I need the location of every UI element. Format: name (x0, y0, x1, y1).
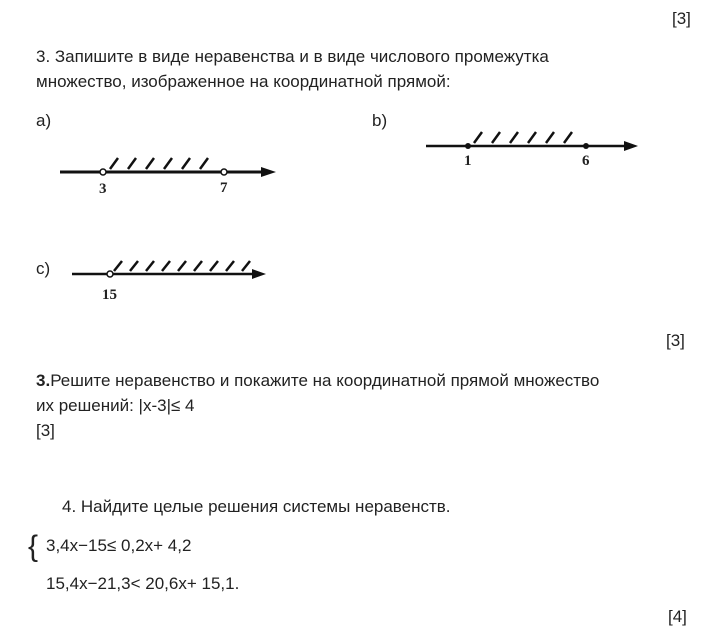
label-a-left: 3 (99, 181, 107, 197)
task3-line1: 3. Запишите в виде неравенства и в виде числового промежутка (36, 47, 549, 66)
task4-title: 4. Найдите целые решения системы неравенств. (62, 497, 451, 516)
score-top: [3] (672, 9, 691, 28)
task3-line2: множество, изображенное на координатной прямой: (36, 72, 451, 91)
label-b: b) (372, 111, 388, 130)
label-c: c) (36, 259, 51, 278)
task3b-line2: их решений: |x-3|≤ 4 (36, 396, 195, 415)
task3-score: [3] (666, 331, 685, 350)
system-brace: { (28, 530, 39, 563)
label-b-left: 1 (464, 153, 472, 169)
task4-score: [4] (668, 607, 687, 626)
label-c-left: 15 (102, 287, 117, 303)
number-line-b (424, 128, 646, 168)
task3b-score: [3] (36, 421, 55, 440)
inequality-1: 3,4x−15≤ 0,2x+ 4,2 (46, 536, 192, 555)
task3b-line1 (36, 370, 599, 392)
task3b-number: 3. (36, 371, 51, 390)
label-a: a) (36, 111, 52, 130)
inequality-2: 15,4x−21,3< 20,6x+ 15,1. (46, 574, 240, 593)
label-b-right: 6 (582, 153, 590, 169)
number-line-a (58, 150, 280, 200)
label-a-right: 7 (220, 180, 228, 196)
number-line-c (70, 258, 272, 288)
task3b-text: Решите неравенство и покажите на координатной прямой множество (50, 371, 600, 390)
